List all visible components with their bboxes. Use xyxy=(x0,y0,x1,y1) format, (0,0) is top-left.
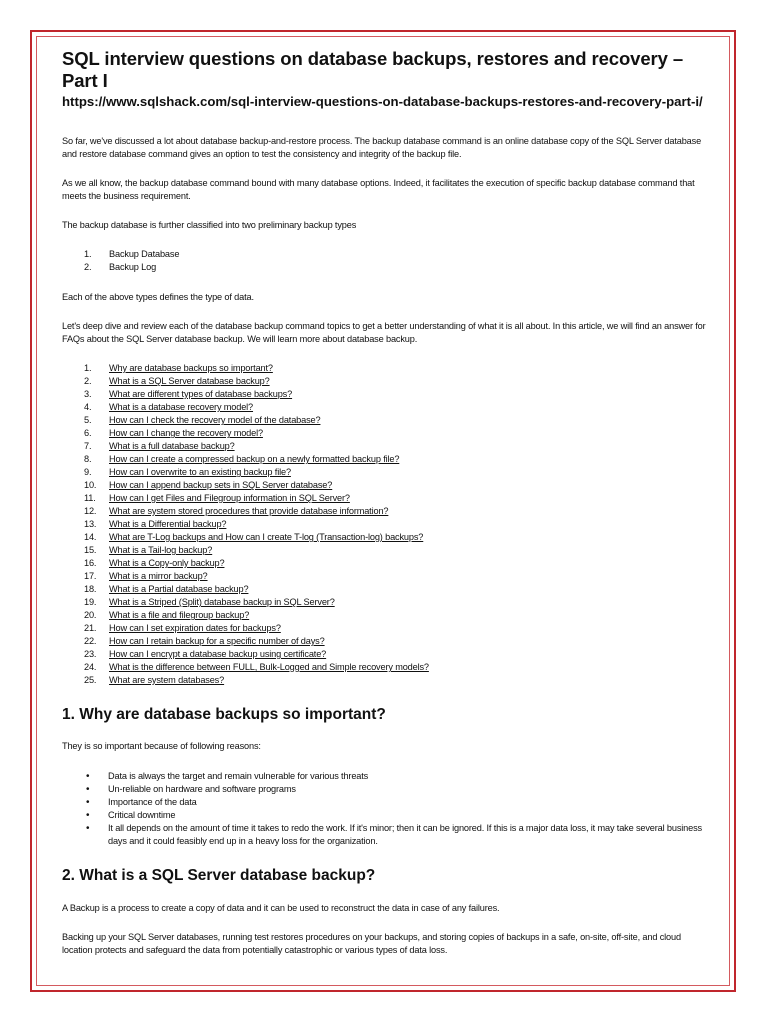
toc-link[interactable]: What is a database recovery model? xyxy=(109,402,254,412)
section-2-heading: 2. What is a SQL Server database backup? xyxy=(62,867,376,884)
intro-paragraph-4: Each of the above types defines the type of data. xyxy=(62,292,254,302)
section-2-paragraph-1: A Backup is a process to create a copy of data and it can be used to reconstruct the data in case of any failures. xyxy=(62,903,500,913)
toc-number: 21. xyxy=(84,623,97,633)
toc-number: 6. xyxy=(84,428,92,438)
toc-number: 5. xyxy=(84,415,92,425)
toc-number: 1. xyxy=(84,363,92,373)
bullet-icon: • xyxy=(86,784,90,795)
intro-paragraph-2: As we all know, the backup database command bound with many database options. Indeed, it facilitates the execution of specific backup database command that meets the business requirement. xyxy=(62,178,695,201)
toc-number: 15. xyxy=(84,545,97,555)
toc-item xyxy=(62,648,712,661)
toc-link[interactable]: What is a Tail-log backup? xyxy=(109,545,213,555)
toc-number: 13. xyxy=(84,519,97,529)
toc-item xyxy=(62,479,712,492)
toc-link[interactable]: What are system stored procedures that provide database information? xyxy=(109,506,389,516)
toc-item xyxy=(62,427,712,440)
toc-item xyxy=(62,453,712,466)
toc-item xyxy=(62,401,712,414)
toc-number: 14. xyxy=(84,532,97,542)
toc-number: 20. xyxy=(84,610,97,620)
toc-link[interactable]: What is a mirror backup? xyxy=(109,571,208,581)
toc-item xyxy=(62,375,712,388)
toc-number: 16. xyxy=(84,558,97,568)
list-item: • It all depends on the amount of time it takes to redo the work. If it's minor; then it can be ignored. If this is a major data loss, it may take several business days and it could feasibly end up in a heavy loss for the organization. xyxy=(86,823,702,846)
toc-link[interactable]: What is a file and filegroup backup? xyxy=(109,610,250,620)
toc-item xyxy=(62,505,712,518)
toc-link[interactable]: What are different types of database backups? xyxy=(109,389,293,399)
toc-link[interactable]: What are T-Log backups and How can I create T-log (Transaction-log) backups? xyxy=(109,532,424,542)
toc-number: 24. xyxy=(84,662,97,672)
list-item: 1. Backup Database xyxy=(84,249,180,259)
toc-link[interactable]: Why are database backups so important? xyxy=(109,363,273,373)
bullet-icon: • xyxy=(86,823,90,834)
toc-item xyxy=(62,388,712,401)
toc-link[interactable]: What is a Partial database backup? xyxy=(109,584,249,594)
section-2-paragraph-2: Backing up your SQL Server databases, running test restores procedures on your backups, and storing copies of backups in a safe, on-site, off-site, and cloud location protects and safeguard the data from potentially catastrophic or various types of data loss. xyxy=(62,932,681,955)
list-item: 2. Backup Log xyxy=(84,262,157,272)
toc-link[interactable]: What is a SQL Server database backup? xyxy=(109,376,270,386)
toc-number: 19. xyxy=(84,597,97,607)
toc-number: 23. xyxy=(84,649,97,659)
section-1-lead: They is so important because of following reasons: xyxy=(62,741,261,751)
document-body xyxy=(62,48,712,957)
toc-link[interactable]: How can I overwrite to an existing backup file? xyxy=(109,467,291,477)
toc-item xyxy=(62,622,712,635)
toc-number: 25. xyxy=(84,675,97,685)
toc-number: 8. xyxy=(84,454,92,464)
toc-link[interactable]: How can I encrypt a database backup using certificate? xyxy=(109,649,327,659)
intro-paragraph-1: So far, we've discussed a lot about database backup-and-restore process. The backup database command is an online database copy of the SQL Server database and restore database command gives an option to test the consistency and integrity of the backup file. xyxy=(62,136,702,159)
toc-item xyxy=(62,596,712,609)
page-title: SQL interview questions on database backups, restores and recovery – Part I xyxy=(62,48,684,91)
toc-number: 9. xyxy=(84,467,92,477)
toc-link[interactable]: How can I append backup sets in SQL Server database? xyxy=(109,480,333,490)
toc-item xyxy=(62,414,712,427)
toc-item xyxy=(62,362,712,375)
bullet-icon: • xyxy=(86,810,90,821)
toc-link[interactable]: What is a Differential backup? xyxy=(109,519,227,529)
toc-link[interactable]: What is a full database backup? xyxy=(109,441,235,451)
toc-number: 17. xyxy=(84,571,97,581)
toc-link[interactable]: What is a Striped (Split) database backup in SQL Server? xyxy=(109,597,335,607)
toc-number: 22. xyxy=(84,636,97,646)
toc-link[interactable]: How can I set expiration dates for backups? xyxy=(109,623,281,633)
toc-number: 12. xyxy=(84,506,97,516)
bullet-icon: • xyxy=(86,771,90,782)
toc-item xyxy=(62,674,712,687)
toc-link[interactable]: How can I change the recovery model? xyxy=(109,428,263,438)
toc-item xyxy=(62,661,712,674)
table-of-contents xyxy=(62,362,712,687)
toc-item xyxy=(62,570,712,583)
list-item: • Data is always the target and remain vulnerable for various threats xyxy=(86,771,369,782)
toc-item xyxy=(62,557,712,570)
list-item: • Importance of the data xyxy=(86,797,197,808)
toc-link[interactable]: What are system databases? xyxy=(109,675,225,685)
list-item: • Un-reliable on hardware and software programs xyxy=(86,784,296,795)
source-url: https://www.sqlshack.com/sql-interview-questions-on-database-backups-restores-and-recovery-part-i/ xyxy=(62,94,703,109)
toc-item xyxy=(62,492,712,505)
intro-paragraph-5: Let's deep dive and review each of the database backup command topics to get a better understanding of what it is all about. In this article, we will find an answer for FAQs about the SQL Server database backup. We will learn more about database backup. xyxy=(62,321,706,344)
toc-link[interactable]: How can I retain backup for a specific number of days? xyxy=(109,636,325,646)
backup-types-list xyxy=(62,248,712,274)
toc-item xyxy=(62,531,712,544)
reasons-list xyxy=(62,770,712,848)
toc-number: 7. xyxy=(84,441,92,451)
section-1-heading: 1. Why are database backups so important? xyxy=(62,706,386,723)
list-item: • Critical downtime xyxy=(86,810,176,821)
toc-number: 3. xyxy=(84,389,92,399)
toc-link[interactable]: What is a Copy-only backup? xyxy=(109,558,225,568)
toc-item xyxy=(62,609,712,622)
toc-item xyxy=(62,544,712,557)
intro-paragraph-3: The backup database is further classified into two preliminary backup types xyxy=(62,220,357,230)
toc-number: 2. xyxy=(84,376,92,386)
toc-link[interactable]: How can I check the recovery model of the database? xyxy=(109,415,321,425)
toc-item xyxy=(62,466,712,479)
toc-number: 18. xyxy=(84,584,97,594)
toc-item xyxy=(62,440,712,453)
toc-link[interactable]: What is the difference between FULL, Bulk-Logged and Simple recovery models? xyxy=(109,662,429,672)
toc-item xyxy=(62,518,712,531)
toc-item xyxy=(62,583,712,596)
toc-number: 10. xyxy=(84,480,97,490)
toc-link[interactable]: How can I create a compressed backup on a newly formatted backup file? xyxy=(109,454,400,464)
bullet-icon: • xyxy=(86,797,90,808)
toc-link[interactable]: How can I get Files and Filegroup information in SQL Server? xyxy=(109,493,350,503)
toc-number: 11. xyxy=(84,493,96,503)
toc-number: 4. xyxy=(84,402,92,412)
toc-item xyxy=(62,635,712,648)
